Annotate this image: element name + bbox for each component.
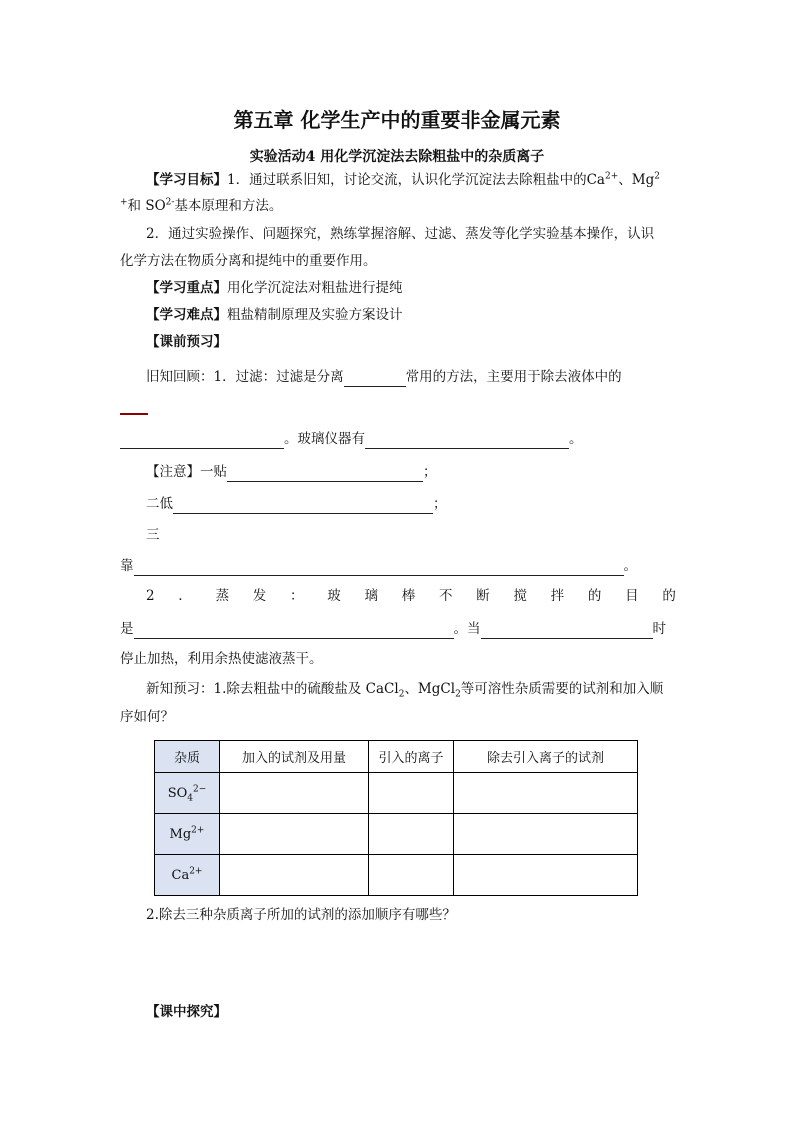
ion-cell-so4: $SO_4^{2-}$ [155,773,220,814]
note-three: 三 [146,527,160,543]
review-line-2: 。玻璃仪器有 。 [120,429,675,449]
removal-reagent-cell[interactable] [454,855,638,896]
header-reagent: 加入的试剂及用量 [220,741,369,773]
reagent-cell[interactable] [220,855,369,896]
evaporation-line: 2 ． 蒸 发 ： 玻 璃 棒 不 断 搅 拌 的 目 的 [146,588,676,604]
blank-three-lean[interactable] [134,560,624,576]
impurity-table [154,740,638,896]
blank-filter-object[interactable] [344,371,406,387]
objective-line-1: 【学习目标】1．通过联系旧知，讨论交流，认识化学沉淀法去除粗盐中的$Ca^{2+}$、Mg$^2$ [146,171,660,188]
blank-filter-removes[interactable] [120,433,284,449]
objective-line-2: 2．通过实验操作、问题探究，熟练掌握溶解、过滤、蒸发等化学实验基本操作，认识 [146,226,655,242]
reagent-cell[interactable] [220,814,369,855]
blank-glassware[interactable] [365,433,569,449]
ion-cell-ca: $Ca^{2+}$ [155,855,220,896]
preview-label: 【课前预习】 [146,334,227,350]
introduced-ion-cell[interactable] [369,855,454,896]
blank-evap-when[interactable] [481,623,653,639]
note-two-low: 二低 ； [146,496,447,512]
introduced-ion-cell[interactable] [369,814,454,855]
header-introduced-ion: 引入的离子 [369,741,454,773]
blank-two-low[interactable] [173,498,433,514]
introduced-ion-cell[interactable] [369,773,454,814]
table-row [155,773,638,814]
blank-one-stick[interactable] [227,466,423,482]
review-line-1: 旧知回顾：1．过滤：过滤是分离 常用的方法，主要用于除去液体中的 [146,369,622,385]
reagent-cell[interactable] [220,773,369,814]
evaporation-line-2: 是 。当 时 [120,621,666,637]
key-point: 【学习重点】用化学沉淀法对粗盐进行提纯 [146,280,403,296]
objective-line-2-cont: 化学方法在物质分离和提纯中的重要作用。 [120,253,377,269]
objective-line-1-cont: +和 $SO^{2-}$基本原理和方法。 [120,197,283,214]
evaporation-line-3: 停止加热，利用余热使滤液蒸干。 [120,651,323,667]
note-one-stick: 【注意】一贴 ； [146,464,437,480]
removal-reagent-cell[interactable] [454,773,638,814]
inclass-label: 【课中探究】 [146,1004,227,1020]
new-preview-line-1: 新知预习：1.除去粗盐中的硫酸盐及 CaCl$_2$、MgCl$_2$等可溶性杂质需要的试剂和加入顺 [146,681,664,700]
red-mark [120,413,148,415]
header-impurity: 杂质 [155,741,220,773]
note-three-lean: 靠 。 [120,558,637,574]
header-removal-reagent: 除去引入离子的试剂 [454,741,638,773]
ion-cell-mg: $Mg^{2+}$ [155,814,220,855]
new-preview-line-2: 序如何？ [120,709,174,725]
question-2: 2.除去三种杂质离子所加的试剂的添加顺序有哪些？ [146,907,456,923]
table-row [155,855,638,896]
difficulty: 【学习难点】粗盐精制原理及实验方案设计 [146,307,403,323]
table-row [155,814,638,855]
activity-title: 实验活动4 用化学沉淀法去除粗盐中的杂质离子 [249,149,545,165]
objectives-label: 【学习目标】 [146,172,227,188]
table-header-row [155,741,638,773]
blank-evap-purpose[interactable] [134,623,454,639]
removal-reagent-cell[interactable] [454,814,638,855]
chapter-title: 第五章 化学生产中的重要非金属元素 [233,108,561,132]
